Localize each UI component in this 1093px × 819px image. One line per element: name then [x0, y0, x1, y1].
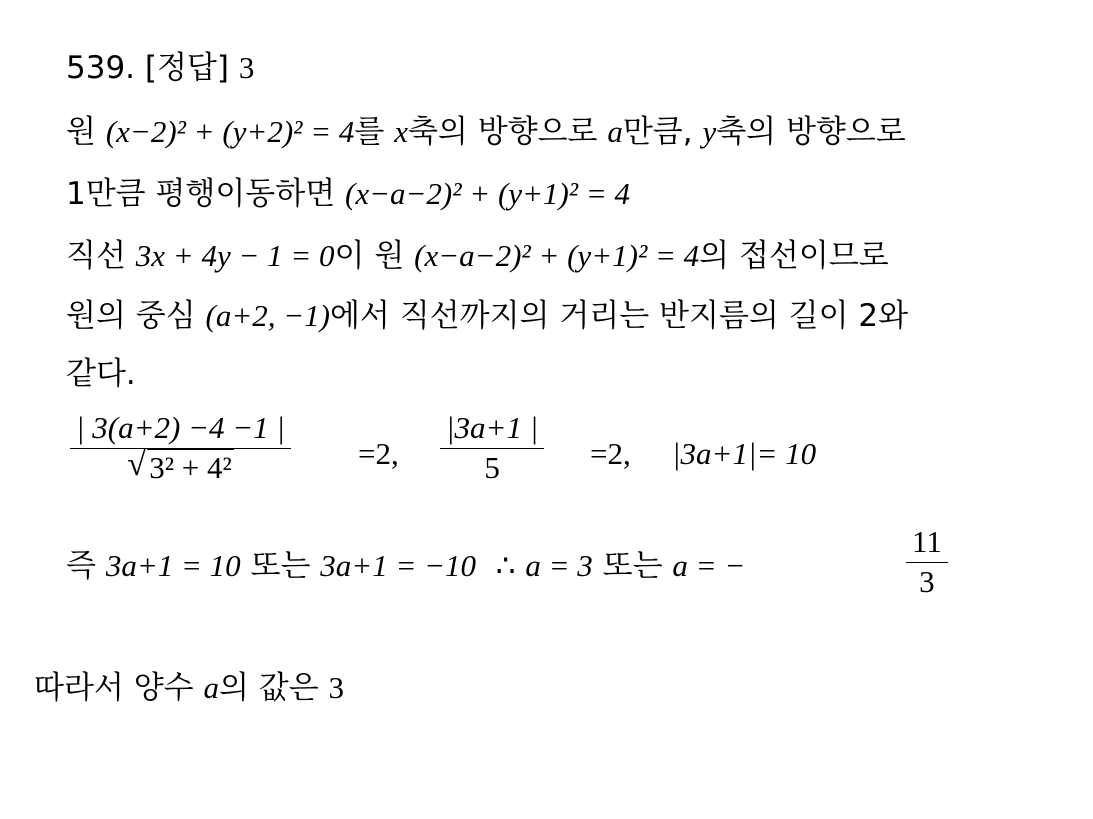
circle-equation: (x−2)² + (y+2)² = 4: [105, 114, 355, 149]
text: 같다.: [66, 356, 136, 392]
text: 의 접선이므로: [699, 238, 889, 274]
text: 따라서 양수: [34, 670, 194, 706]
solution-line-2: [66, 174, 630, 214]
text: 직선: [66, 238, 126, 274]
text: 원의 중심: [66, 298, 196, 334]
case-2-equation: 3a+1 = −10: [320, 548, 477, 583]
problem-number: 539.: [66, 50, 136, 86]
circle-center: (a+2, −1): [205, 298, 330, 333]
text: 이 원: [334, 238, 405, 274]
text: 만큼,: [622, 114, 693, 150]
text: 원: [66, 114, 96, 150]
absolute-equation: |3a+1|= 10: [672, 436, 817, 471]
equals-2-b: =2,: [590, 436, 631, 471]
var-a: a: [607, 114, 623, 149]
answer-label: [정답]: [144, 50, 229, 86]
solution-a-negative: a = −: [672, 548, 746, 583]
var-a: a: [203, 670, 219, 705]
text: 또는: [250, 548, 311, 584]
text: 즉: [66, 548, 96, 584]
radicand: 3² + 4²: [149, 450, 232, 485]
text: 에서 직선까지의 거리는 반지름의 길이 2와: [329, 298, 909, 334]
solution-line-4: [66, 296, 908, 336]
case-1-equation: 3a+1 = 10: [105, 548, 241, 583]
simplified-fraction: [440, 410, 544, 487]
text: 또는: [602, 548, 663, 584]
final-value: 3: [328, 670, 345, 705]
fraction-denominator: [70, 446, 291, 487]
text: 축의 방향으로: [716, 114, 906, 150]
solution-line-3: [66, 236, 889, 276]
text: 를: [354, 114, 385, 150]
answer-value: 3: [238, 50, 255, 85]
sqrt-symbol: √ 3² + 4²: [127, 446, 232, 485]
fraction-denominator: 3: [919, 564, 935, 599]
text: 1만큼 평행이동하면: [66, 176, 336, 212]
text: 축의 방향으로: [407, 114, 598, 150]
solution-line-7: [66, 546, 745, 586]
solution-a-equals-3: a = 3: [525, 548, 593, 583]
therefore-symbol: ∴: [495, 548, 516, 583]
equals-2-a: =2,: [358, 436, 399, 471]
var-x: x: [394, 114, 408, 149]
distance-fraction: [70, 410, 291, 487]
line-equation: 3x + 4y − 1 = 0: [135, 238, 335, 273]
fraction-numerator: | 3(a+2) −4 −1 |: [70, 410, 291, 449]
fraction-numerator: |3a+1 |: [440, 410, 544, 449]
problem-header: [66, 48, 254, 88]
fraction-numerator: 11: [906, 524, 948, 563]
circle-equation: (x−a−2)² + (y+1)² = 4: [414, 238, 700, 273]
conclusion: [34, 668, 344, 708]
fraction-denominator: 5: [484, 450, 500, 485]
solution-line-5: [66, 354, 136, 394]
negative-fraction: [906, 524, 948, 601]
text: 의 값은: [218, 670, 319, 706]
solution-line-1: [66, 112, 906, 152]
translated-circle-equation: (x−a−2)² + (y+1)² = 4: [345, 176, 631, 211]
var-y: y: [702, 114, 717, 149]
